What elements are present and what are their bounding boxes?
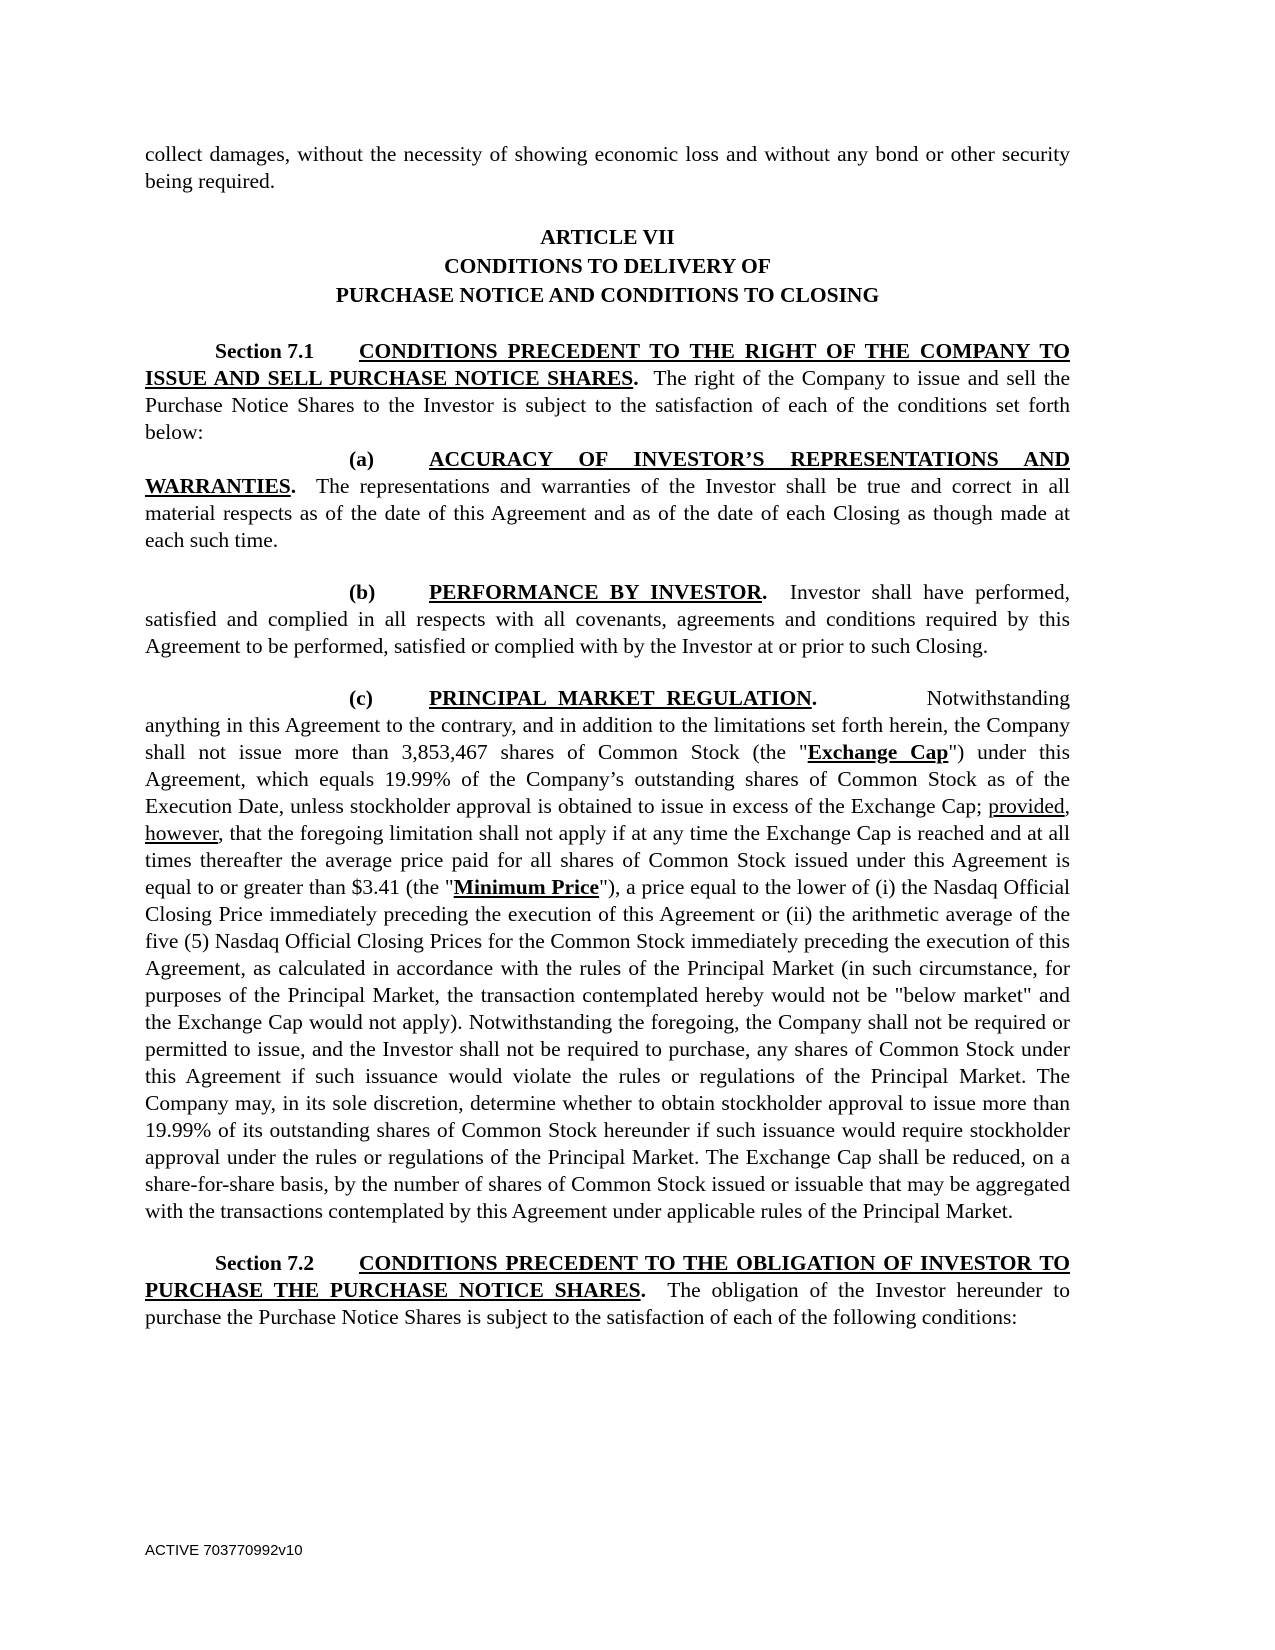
section-7-2-body: The obligation of the Investor hereunder to purchase the Purchase Notice Shares is subject to the satisfaction of each of the following conditions: (145, 1278, 1070, 1329)
clause-c-text-2: ") under this Agreement, which equals 19.99% of the Company’s outstanding shares of Common Stock as of the Execution Date, unless stockholder approval is obtained to issue in excess of the Exchange Cap; (145, 740, 1071, 818)
clause-c: (c) PRINCIPAL MARKET REGULATION. Notwithstanding anything in this Agreement to the contrary, and in addition to the limitations set forth herein, the Company shall not issue more than 3,853,467 shares of Common Stock (the "Exchange Cap") under this Agreement, which equals 19.99% of the Company’s outstanding shares of Common Stock as of the Execution Date, unless stockholder approval is obtained to issue in excess of the Exchange Cap; provided, however, that the foregoing limitation shall not apply if at any time the Exchange Cap is reached and at all times thereafter the average price paid for all shares of Common Stock issued under this Agreement is equal to or greater than $3.41 (the "Minimum Price"), a price equal to the lower of (i) the Nasdaq Official Closing Price immediately preceding the execution of this Agreement or (ii) the arithmetic average of the five (5) Nasdaq Official Closing Prices for the Common Stock immediately preceding the execution of this Agreement, as calculated in accordance with the rules of the Principal Market (in such circumstance, for purposes of the Principal Market, the transaction contemplated hereby would not be "below market" and the Exchange Cap would not apply). Notwithstanding the foregoing, the Company shall not be required or permitted to issue, and the Investor shall not be required to purchase, any shares of Common Stock under this Agreement if such issuance would violate the rules or regulations of the Principal Market. The Company may, in its sole discretion, determine whether to obtain stockholder approval to issue more than 19.99% of its outstanding shares of Common Stock hereunder if such issuance would require stockholder approval under the rules or regulations of the Principal Market. The Exchange Cap shall be reduced, on a share-for-share basis, by the number of shares of Common Stock issued or issuable that may be aggregated with the transactions contemplated by this Agreement under applicable rules of the Principal Market. (145, 686, 1071, 1223)
intro-paragraph: collect damages, without the necessity of showing economic loss and without any bond or other security being required. (145, 142, 1070, 193)
section-7-2-title: CONDITIONS PRECEDENT TO THE OBLIGATION OF INVESTOR TO PURCHASE THE PURCHASE NOTICE SHARES (145, 1251, 1070, 1302)
clause-b-label: (b) (349, 580, 376, 604)
clause-c-title: PRINCIPAL MARKET REGULATION (429, 686, 812, 710)
document-page (145, 141, 1070, 1331)
article-heading (145, 223, 1070, 310)
document-footer-id: ACTIVE 703770992v10 (145, 1542, 303, 1559)
clause-a-body: The representations and warranties of the Investor shall be true and correct in all material respects as of the date of this Agreement and as of the date of each Closing as though made at each such time. (145, 474, 1070, 552)
section-7-2: Section 7.2 CONDITIONS PRECEDENT TO THE OBLIGATION OF INVESTOR TO PURCHASE THE PURCHASE NOTICE SHARES. The obligation of the Investor hereunder to purchase the Purchase Notice Shares is subject to the satisfaction of each of the following conditions: (145, 1251, 1070, 1329)
clause-a-label: (a) (349, 447, 375, 471)
clause-c-text-1: Notwithstanding anything in this Agreement to the contrary, and in addition to the limitations set forth herein, the Company shall not issue more than 3,853,467 shares of Common Stock (the " (145, 686, 1070, 764)
article-title-line-2: PURCHASE NOTICE AND CONDITIONS TO CLOSING (335, 283, 880, 307)
section-7-1-body: The right of the Company to issue and sell the Purchase Notice Shares to the Investor is subject to the satisfaction of each of the conditions set forth below: (145, 366, 1070, 444)
article-number: ARTICLE VII (540, 225, 675, 249)
exchange-cap-term: Exchange Cap (807, 740, 949, 764)
clause-a: (a) ACCURACY OF INVESTOR’S REPRESENTATIONS AND WARRANTIES. The representations and warranties of the Investor shall be true and correct in all material respects as of the date of this Agreement and as of the date of each Closing as though made at each such time. (145, 447, 1070, 552)
clause-a-title: ACCURACY OF INVESTOR’S REPRESENTATIONS AND WARRANTIES (145, 447, 1070, 498)
section-7-1-title: CONDITIONS PRECEDENT TO THE RIGHT OF THE COMPANY TO ISSUE AND SELL PURCHASE NOTICE SHARES (145, 339, 1070, 390)
clause-c-label: (c) (349, 686, 373, 710)
article-title-line-1: CONDITIONS TO DELIVERY OF (444, 254, 771, 278)
clause-c-text-4: "), a price equal to the lower of (i) the Nasdaq Official Closing Price immediately preceding the execution of this Agreement or (ii) the arithmetic average of the five (5) Nasdaq Official Closing Prices for the Common Stock immediately preceding the execution of this Agreement, as calculated in accordance with the rules of the Principal Market (in such circumstance, for purposes of the Principal Market, the transaction contemplated hereby would not be "below market" and the Exchange Cap would not apply). Notwithstanding the foregoing, the Company shall not be required or permitted to issue, and the Investor shall not be required to purchase, any shares of Common Stock under this Agreement if such issuance would violate the rules or regulations of the Principal Market. The Company may, in its sole discretion, determine whether to obtain stockholder approval to issue more than 19.99% of its outstanding shares of Common Stock hereunder if such issuance would require stockholder approval under the rules or regulations of the Principal Market. The Exchange Cap shall be reduced, on a share-for-share basis, by the number of shares of Common Stock issued or issuable that may be aggregated with the transactions contemplated by this Agreement under applicable rules of the Principal Market. (145, 875, 1070, 1223)
section-7-2-number: Section 7.2 (215, 1251, 315, 1275)
clause-b-title: PERFORMANCE BY INVESTOR (429, 580, 763, 604)
clause-b: (b) PERFORMANCE BY INVESTOR. Investor shall have performed, satisfied and complied in all respects with all covenants, agreements and conditions required by this Agreement to be performed, satisfied or complied with by the Investor at or prior to such Closing. (145, 580, 1070, 658)
section-7-1: Section 7.1 CONDITIONS PRECEDENT TO THE RIGHT OF THE COMPANY TO ISSUE AND SELL PURCHASE NOTICE SHARES. The right of the Company to issue and sell the Purchase Notice Shares to the Investor is subject to the satisfaction of each of the conditions set forth below: (145, 339, 1070, 444)
clause-c-comma: , (1064, 794, 1070, 818)
clause-c-text-3: , that the foregoing limitation shall not apply if at any time the Exchange Cap is reached and at all times thereafter the average price paid for all shares of Common Stock issued under this Agreement is equal to or greater than $3.41 (the " (145, 821, 1070, 899)
section-7-1-number: Section 7.1 (215, 339, 315, 363)
minimum-price-term: Minimum Price (453, 875, 600, 899)
provided-term: provided (988, 794, 1065, 818)
clause-b-body: Investor shall have performed, satisfied and complied in all respects with all covenants, agreements and conditions required by this Agreement to be performed, satisfied or complied with by the Investor at or prior to such Closing. (145, 580, 1070, 658)
however-term: however (145, 821, 219, 845)
